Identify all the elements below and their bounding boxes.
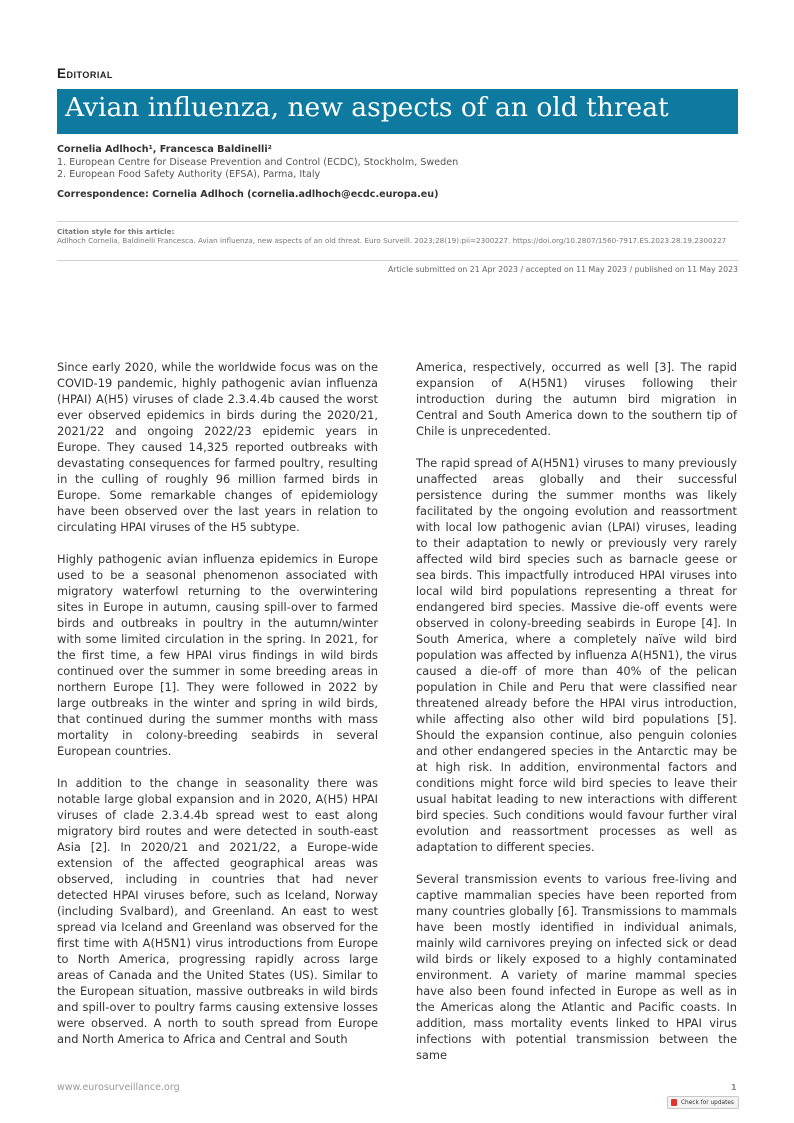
- divider: [57, 221, 738, 222]
- citation-text[interactable]: Adlhoch Cornelia, Baldinelli Francesca. Avian influenza, new aspects of an old threat. Euro Surveill. 2023;28(19):pii=2300227. https://doi.org/10.2807/1560-7917.ES.2023.28.19.2300227: [57, 236, 727, 245]
- author-list: Cornelia Adlhoch¹, Francesca Baldinelli²: [57, 144, 272, 155]
- body-column-right: [416, 359, 737, 1079]
- paragraph: Several transmission events to various free-living and captive mammalian species have been reported from many countries globally [6]. Transmissions to mammals have been mostly identified in individual animals, mainly wild carnivores preying on infected sick or dead wild birds or likely exposed to a highly contaminated environment. A variety of marine mammal species have also been found infected in Europe as well as in the Americas along the Atlantic and Pacific coasts. In addition, mass mortality events linked to HPAI virus infections with potential transmission between the same: [416, 872, 737, 1062]
- check-updates-button[interactable]: [667, 1096, 739, 1109]
- citation-heading: Citation style for this article:: [57, 227, 175, 236]
- article-dates: Article submitted on 21 Apr 2023 / accepted on 11 May 2023 / published on 11 May 2023: [388, 265, 738, 274]
- footer-url[interactable]: www.eurosurveillance.org: [57, 1082, 180, 1093]
- body-column-left: [57, 359, 378, 1063]
- title-banner: [57, 89, 738, 134]
- bookmark-icon: [671, 1099, 677, 1106]
- page-number: 1: [731, 1083, 737, 1092]
- paragraph: The rapid spread of A(H5N1) viruses to many previously unaffected areas globally and their successful persistence during the summer months was likely facilitated by the ongoing evolution and reassortment with local low pathogenic avian (LPAI) viruses, leading to their adaptation to newly or previously very rarely affected wild bird species such as barnacle geese or sea birds. This impactfully introduced HPAI viruses into local wild bird populations representing a threat for endangered bird species. Massive die-off events were observed in colony-breeding seabirds in Europe [4]. In South America, where a completely naïve wild bird population was affected by influenza A(H5N1), the virus caused a die-off of more than 40% of the pelican population in Chile and Peru that were classified near threatened already before the HPAI virus introduction, while affecting also other wild bird populations [5]. Should the expansion continue, also penguin colonies and other endangered species in the Antarctic may be at high risk. In addition, environmental factors and conditions might force wild bird species to leave their usual habitat leading to new interactions with different bird species. Such conditions would favour further viral evolution and reassortment processes as well as adaptation to different species.: [416, 456, 737, 854]
- article-title: Avian influenza, new aspects of an old threat: [65, 92, 669, 123]
- check-updates-label: Check for updates: [681, 1099, 734, 1106]
- correspondence: Correspondence: Cornelia Adlhoch (cornelia.adlhoch@ecdc.europa.eu): [57, 189, 439, 200]
- paragraph: America, respectively, occurred as well [3]. The rapid expansion of A(H5N1) viruses following their introduction during the autumn bird migration in Central and South America down to the southern tip of Chile is unprecedented.: [416, 360, 737, 438]
- paragraph: Highly pathogenic avian influenza epidemics in Europe used to be a seasonal phenomenon associated with migratory waterfowl returning to the overwintering sites in Europe in autumn, causing spill-over to farmed birds and outbreaks in poultry in the autumn/winter with some limited circulation in the spring. In 2021, for the first time, a few HPAI virus findings in wild birds continued over the summer in some breeding areas in northern Europe [1]. They were followed in 2022 by large outbreaks in the winter and spring in wild birds, that continued during the summer months with mass mortality in colony-breeding seabirds in several European countries.: [57, 552, 378, 758]
- paragraph: Since early 2020, while the worldwide focus was on the COVID-19 pandemic, highly pathogenic avian influenza (HPAI) A(H5) viruses of clade 2.3.4.4b caused the worst ever observed epidemics in birds during the 2020/21, 2021/22 and ongoing 2022/23 epidemic years in Europe. They caused 14,325 reported outbreaks with devastating consequences for farmed poultry, resulting in the culling of roughly 96 million farmed birds in Europe. Some remarkable changes of epidemiology have been observed over the last years in relation to circulating HPAI viruses of the H5 subtype.: [57, 360, 378, 534]
- paragraph: In addition to the change in seasonality there was notable large global expansion and in 2020, A(H5) HPAI viruses of clade 2.3.4.4b spread west to east along migratory bird routes and were detected in south-east Asia [2]. In 2020/21 and 2021/22, a Europe-wide extension of the affected geographical areas was observed, including in countries that had never detected HPAI viruses before, such as Iceland, Norway (including Svalbard), and Greenland. An east to west spread via Iceland and Greenland was observed for the first time with A(H5N1) virus introductions from Europe to North America, progressing rapidly across large areas of Canada and the United States (US). Similar to the European situation, massive outbreaks in wild birds and spill-over to poultry farms causing extensive losses were observed. A north to south spread from Europe and North America to Africa and Central and South: [57, 776, 378, 1046]
- affiliation-2: 2. European Food Safety Authority (EFSA), Parma, Italy: [57, 169, 321, 180]
- divider: [57, 260, 738, 261]
- section-label: Editorial: [57, 66, 113, 81]
- affiliation-1: 1. European Centre for Disease Prevention and Control (ECDC), Stockholm, Sweden: [57, 157, 459, 168]
